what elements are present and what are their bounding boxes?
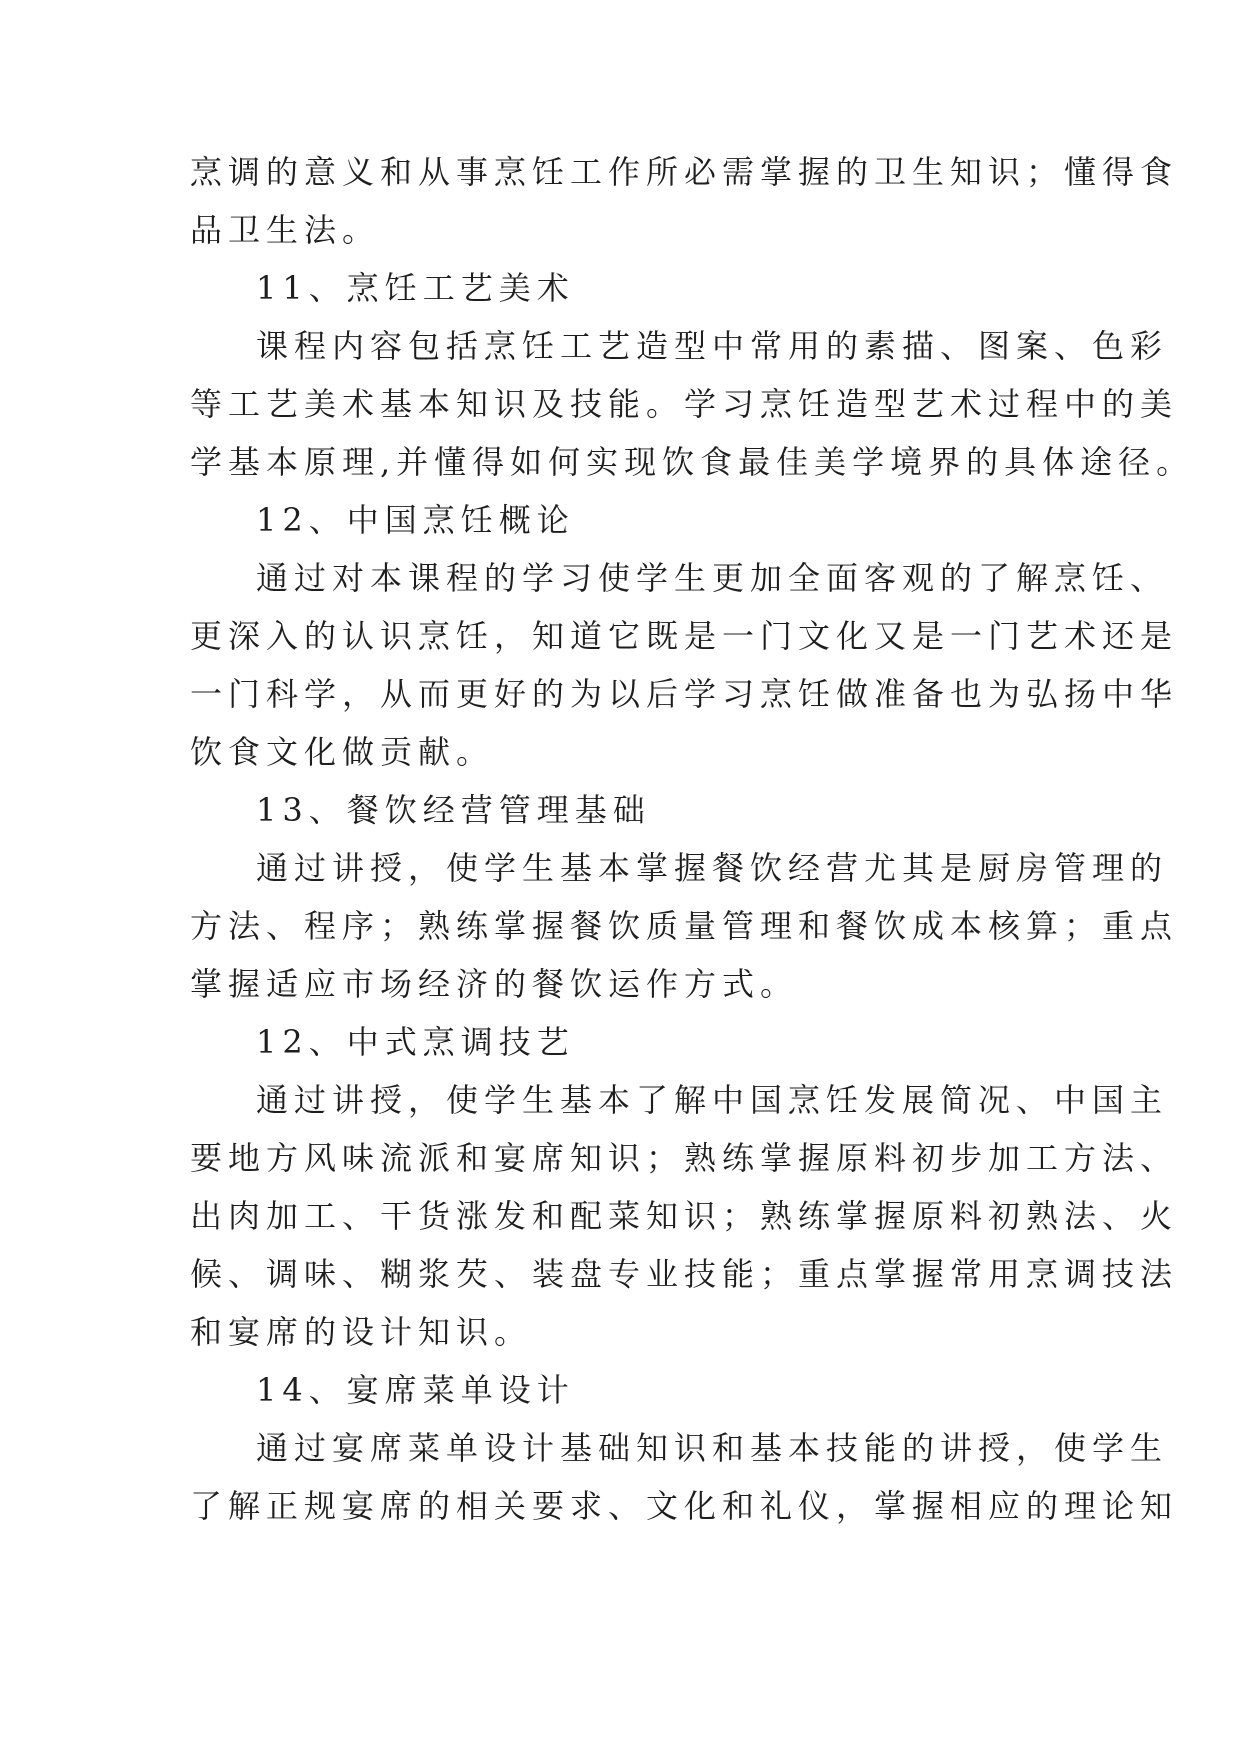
text-line: 掌握适应市场经济的餐饮运作方式。 (190, 965, 799, 1003)
text-line: 品卫生法。 (190, 211, 381, 249)
section-heading: 14、宴席菜单设计 (256, 1371, 575, 1409)
text-line: 学基本原理,并懂得如何实现饮食最佳美学境界的具体途径。 (190, 443, 1195, 481)
text-line: 方法、程序；熟练掌握餐饮质量管理和餐饮成本核算；重点 (190, 907, 1179, 945)
text-line: 了解正规宴席的相关要求、文化和礼仪，掌握相应的理论知 (190, 1487, 1179, 1525)
section-heading: 11、烹饪工艺美术 (256, 269, 575, 307)
text-line: 一门科学，从而更好的为以后学习烹饪做准备也为弘扬中华 (190, 675, 1179, 713)
text-line: 和宴席的设计知识。 (190, 1313, 533, 1351)
section-heading: 12、中国烹饪概论 (256, 501, 575, 539)
text-line: 通过宴席菜单设计基础知识和基本技能的讲授，使学生 (256, 1429, 1169, 1467)
text-line: 等工艺美术基本知识及技能。学习烹饪造型艺术过程中的美 (190, 385, 1179, 423)
text-line: 烹调的意义和从事烹饪工作所必需掌握的卫生知识；懂得食 (190, 153, 1179, 191)
text-line: 要地方风味流派和宴席知识；熟练掌握原料初步加工方法、 (190, 1139, 1179, 1177)
text-line: 饮食文化做贡献。 (190, 733, 495, 771)
text-line: 通过讲授，使学生基本了解中国烹饪发展简况、中国主 (256, 1081, 1169, 1119)
section-heading: 12、中式烹调技艺 (256, 1023, 575, 1061)
text-line: 课程内容包括烹饪工艺造型中常用的素描、图案、色彩 (256, 327, 1169, 365)
text-line: 候、调味、糊浆芡、装盘专业技能；重点掌握常用烹调技法 (190, 1255, 1179, 1293)
text-line: 更深入的认识烹饪，知道它既是一门文化又是一门艺术还是 (190, 617, 1179, 655)
text-line: 出肉加工、干货涨发和配菜知识；熟练掌握原料初熟法、火 (190, 1197, 1179, 1235)
section-heading: 13、餐饮经营管理基础 (256, 791, 651, 829)
text-line: 通过对本课程的学习使学生更加全面客观的了解烹饪、 (256, 559, 1169, 597)
text-line: 通过讲授，使学生基本掌握餐饮经营尤其是厨房管理的 (256, 849, 1169, 887)
